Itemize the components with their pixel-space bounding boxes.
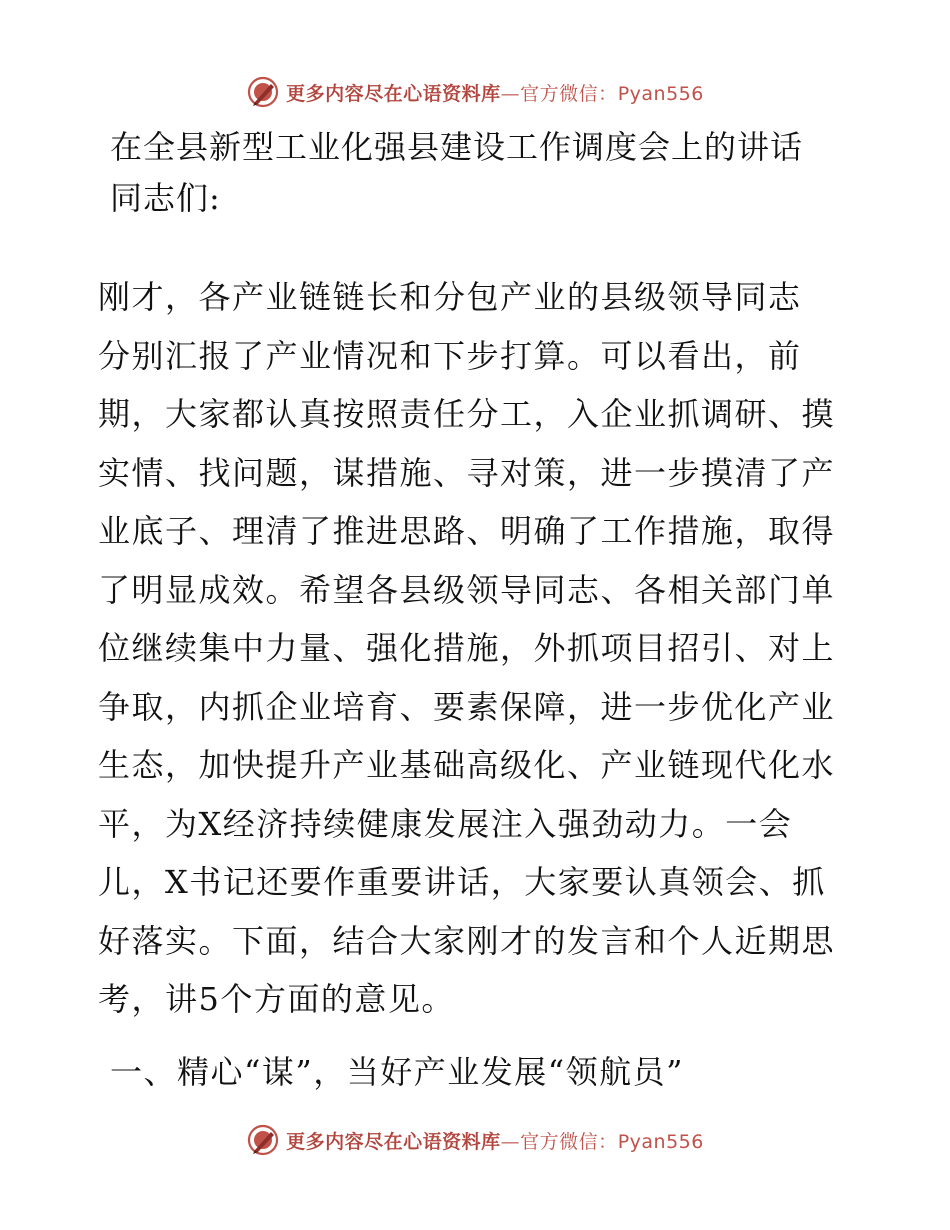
watermark-site-text: 更多内容尽在心语资料库: [286, 1130, 501, 1153]
watermark-wechat-id: Pyan556: [617, 82, 704, 105]
watermark-wechat-id: Pyan556: [617, 1130, 704, 1153]
greeting: 同志们:: [110, 179, 221, 217]
watermark-separator: —: [500, 1130, 521, 1153]
paragraph-line: 了明显成效。希望各县级领导同志、各相关部门单: [98, 570, 836, 609]
footer-watermark: [0, 1120, 950, 1160]
paragraph-line: 好落实。下面，结合大家刚才的发言和个人近期思: [98, 921, 836, 960]
paragraph-line: 考，讲5个方面的意见。: [98, 980, 455, 1018]
paragraph-line: 分别汇报了产业情况和下步打算。可以看出，前: [98, 336, 802, 375]
header-watermark: [0, 72, 950, 112]
watermark-wechat-label: 官方微信：: [520, 82, 618, 105]
paragraph-line: 业底子、理清了推进思路、明确了工作措施，取得: [98, 512, 836, 550]
watermark-separator: —: [500, 82, 521, 105]
paragraph-line: 实情、找问题，谋措施、寻对策，进一步摸清了产: [98, 453, 836, 492]
paragraph-line: 位继续集中力量、强化措施，外抓项目招引、对上: [98, 629, 836, 667]
paragraph-line: 平，为X经济持续健康发展注入强劲动力。一会: [98, 804, 793, 843]
document-title: 在全县新型工业化强县建设工作调度会上的讲话: [110, 128, 804, 166]
section-heading: 一、精心“谋”，当好产业发展“领航员”: [110, 1053, 684, 1091]
pen-logo-icon: [246, 75, 280, 109]
paragraph-line: 期，大家都认真按照责任分工，入企业抓调研、摸: [98, 395, 836, 433]
paragraph-line: 生态，加快提升产业基础高级化、产业链现代化水: [98, 746, 836, 784]
watermark-wechat-label: 官方微信：: [520, 1130, 618, 1153]
watermark-site-text: 更多内容尽在心语资料库: [286, 82, 501, 105]
paragraph-line: 儿，X书记还要作重要讲话，大家要认真领会、抓: [98, 863, 826, 901]
body-paragraph: [98, 268, 858, 1029]
pen-logo-icon: [246, 1123, 280, 1157]
paragraph-line: 争取，内抓企业培育、要素保障，进一步优化产业: [98, 687, 836, 726]
paragraph-line: 刚才，各产业链链长和分包产业的县级领导同志: [98, 278, 802, 316]
